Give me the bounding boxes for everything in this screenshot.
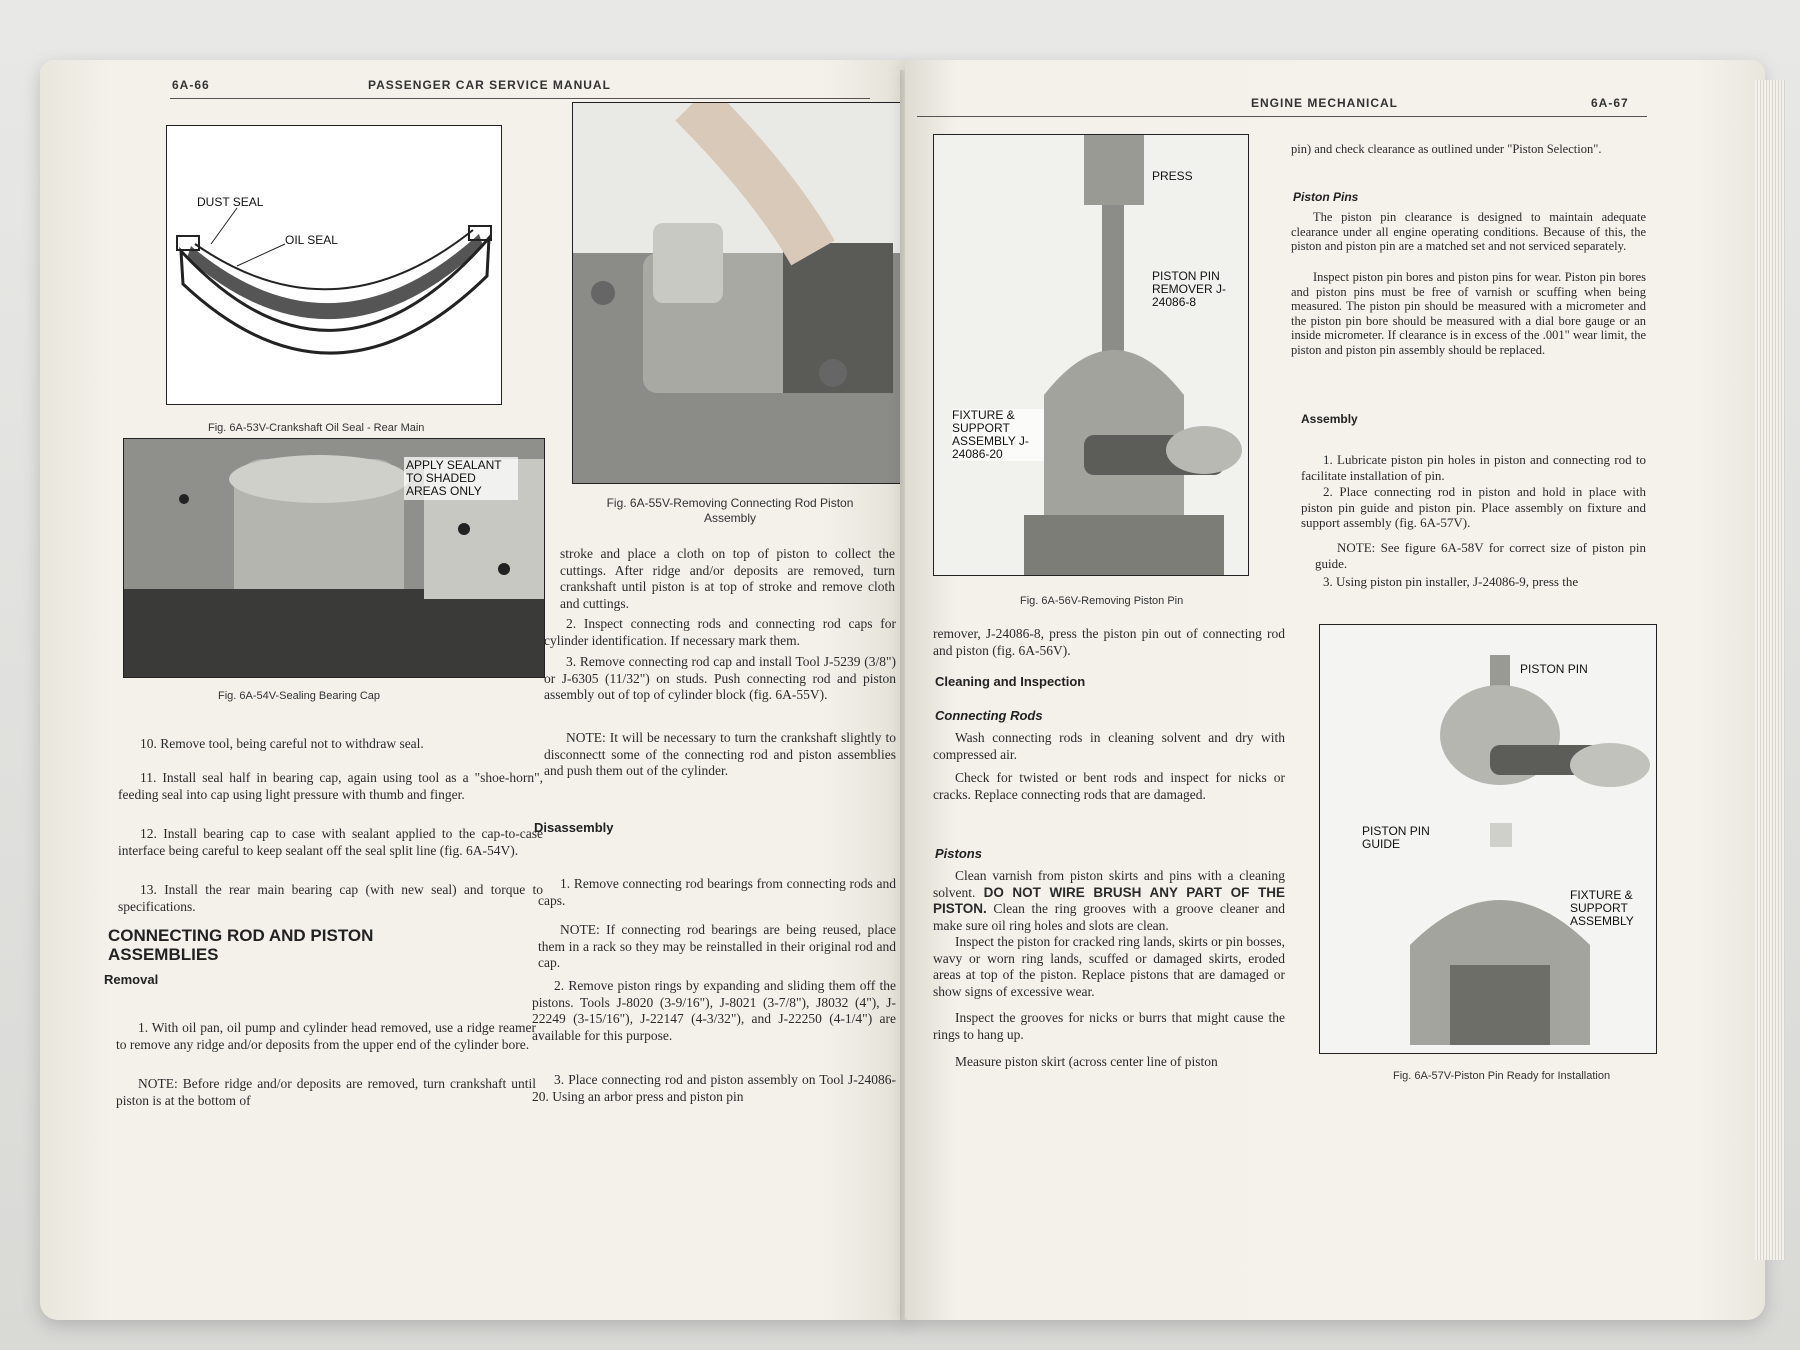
header-rule-right bbox=[917, 116, 1647, 117]
right-page-number: 6A-67 bbox=[1591, 96, 1629, 110]
step-12: 12. Install bearing cap to case with sealant applied to the cap-to-case interface being careful to keep sealant off the seal split line (fig. 6A-54V). bbox=[118, 826, 543, 858]
step-10: 10. Remove tool, being careful not to withdraw seal. bbox=[140, 736, 424, 751]
pistons-para-3: Inspect the grooves for nicks or burrs that might cause the rings to hang up. bbox=[933, 1010, 1285, 1042]
pistons-para-1c: Clean the ring grooves with a groove cleaner and make sure oil ring holes and slots are clean. bbox=[933, 901, 1286, 933]
disassembly-note: NOTE: If connecting rod bearings are being reused, place them in a rack so they may be reinstalled in their original rod and cap. bbox=[538, 922, 896, 970]
pistons-para-2: Inspect the piston for cracked ring lands, skirts or pin bosses, wavy or worn ring lands, scuffed or damaged skirts, eroded areas at top of the piston. Replace pistons that are damaged or show signs of excessive wear. bbox=[933, 934, 1285, 999]
disassembly-step-1: 1. Remove connecting rod bearings from connecting rods and caps. bbox=[538, 876, 896, 908]
book-page-edges bbox=[1755, 80, 1785, 1260]
disassembly-step-3: 3. Place connecting rod and piston assembly on Tool J-24086-20. Using an arbor press and piston pin bbox=[532, 1072, 896, 1104]
removal-note-2: NOTE: It will be necessary to turn the crankshaft slightly to disconnectt some of the connecting rod and piston assemblies and push them out of the cylinder. bbox=[544, 730, 896, 778]
removal-step-3: 3. Remove connecting rod cap and install Tool J-5239 (3/8") or J-6305 (11/32") on studs. Push connecting rod and piston assembly out of top of cylinder block (fig. 6A-55V). bbox=[544, 654, 896, 702]
assembly-step-3: 3. Using piston pin installer, J-24086-9, press the bbox=[1323, 574, 1579, 589]
figure-sealing-bearing-cap bbox=[123, 438, 545, 678]
pistons-para-1a: Clean varnish from piston skirts and pins with a cleaning solvent. bbox=[933, 868, 1285, 900]
caption-fig-53: Fig. 6A-53V-Crankshaft Oil Seal - Rear Main bbox=[208, 422, 425, 434]
left-page-number: 6A-66 bbox=[172, 78, 210, 92]
oil-seal-drawing bbox=[167, 126, 501, 404]
step-13: 13. Install the rear main bearing cap (with new seal) and torque to specifications. bbox=[118, 882, 543, 914]
pins-para-1: The piston pin clearance is designed to maintain adequate clearance under all engine operating conditions. Because of this, the piston and piston pin are a matched set and not serviced separately. bbox=[1291, 210, 1646, 253]
pistons-warning: DO NOT WIRE BRUSH ANY PART OF THE PISTON. bbox=[933, 884, 1285, 916]
removal-step-2: 2. Inspect connecting rods and connecting rod caps for cylinder identification. If necessary mark them. bbox=[544, 616, 896, 648]
subheading-disassembly: Disassembly bbox=[534, 820, 614, 835]
piston-pin-press-photo bbox=[934, 135, 1248, 575]
step-11: 11. Install seal half in bearing cap, again using tool as a "shoe-horn", feeding seal into cap using light pressure with thumb and finger. bbox=[118, 770, 543, 802]
left-running-head: PASSENGER CAR SERVICE MANUAL bbox=[368, 78, 611, 92]
subheading-assembly: Assembly bbox=[1301, 412, 1358, 426]
rods-para-2: Check for twisted or bent rods and inspect for nicks or cracks. Replace connecting rods that are damaged. bbox=[933, 770, 1285, 802]
connecting-rod-photo bbox=[573, 103, 905, 483]
pistons-para-4: Measure piston skirt (across center line of piston bbox=[955, 1054, 1218, 1069]
subheading-removal: Removal bbox=[104, 972, 159, 987]
label-piston-pin-guide: PISTON PIN GUIDE bbox=[1362, 824, 1430, 851]
right-running-head: ENGINE MECHANICAL bbox=[1251, 96, 1399, 110]
label-dust-seal: DUST SEAL bbox=[197, 195, 264, 209]
assembly-note: NOTE: See figure 6A-58V for correct size of piston pin guide. bbox=[1315, 540, 1646, 571]
caption-fig-54: Fig. 6A-54V-Sealing Bearing Cap bbox=[218, 690, 381, 702]
caption-fig-55-line1: Fig. 6A-55V-Removing Connecting Rod Piston bbox=[606, 496, 854, 510]
subheading-connecting-rods: Connecting Rods bbox=[935, 708, 1043, 723]
label-oil-seal: OIL SEAL bbox=[285, 233, 338, 247]
label-piston-pin: PISTON PIN bbox=[1520, 662, 1588, 676]
assembly-step-2: 2. Place connecting rod in piston and hold in place with piston pin guide and piston pin. Place assembly on fixture and support assembly (fig. 6A-57V). bbox=[1301, 484, 1646, 530]
caption-fig-56: Fig. 6A-56V-Removing Piston Pin bbox=[1020, 595, 1184, 607]
rods-para-1: Wash connecting rods in cleaning solvent and dry with compressed air. bbox=[933, 730, 1285, 762]
label-fixture-support: FIXTURE & SUPPORT ASSEMBLY J-24086-20 bbox=[952, 409, 1044, 461]
label-apply-sealant: APPLY SEALANT TO SHADED AREAS ONLY bbox=[404, 457, 518, 500]
disassembly-step-2: 2. Remove piston rings by expanding and sliding them off the pistons. Tools J-8020 (3-9/16"), J-8021 (3-7/8"), J8032 (4"), J-22249 (3-15/16"), J-22147 (4-3/32"), and J-22250 (4-1/4") are available for this purpose. bbox=[532, 978, 896, 1043]
left-page bbox=[40, 60, 910, 1320]
pins-para-2: Inspect piston pin bores and piston pins for wear. Piston pin bores and piston pins must be free of varnish or scuffing when being measured. The piston pin should be measured with a micrometer and the piston pin bore should be measured with a dial bore gauge or an inside micrometer. If clearance is in excess of the .001" wear limit, the piston and piston pin assembly should be replaced. bbox=[1291, 270, 1646, 357]
caption-fig-57: Fig. 6A-57V-Piston Pin Ready for Installation bbox=[1393, 1070, 1611, 1082]
header-rule bbox=[170, 98, 870, 99]
caption-fig-55-line2: Assembly bbox=[703, 511, 756, 525]
subheading-piston-pins: Piston Pins bbox=[1293, 190, 1359, 204]
figure-removing-piston-pin bbox=[933, 134, 1249, 576]
removal-note: NOTE: Before ridge and/or deposits are removed, turn crankshaft until piston is at the bottom of bbox=[116, 1076, 536, 1108]
assembly-step-1: 1. Lubricate piston pin holes in piston and connecting rod to facilitate installation of pin. bbox=[1301, 452, 1646, 483]
piston-selection-continued: pin) and check clearance as outlined under "Piston Selection". bbox=[1291, 142, 1602, 156]
label-piston-pin-remover: PISTON PIN REMOVER J-24086-8 bbox=[1152, 269, 1227, 309]
removal-continued: stroke and place a cloth on top of piston to collect the cuttings. After ridge and/or deposits are removed, turn crankshaft until piston is at top of stroke and remove cloth and cuttings. bbox=[560, 546, 895, 611]
removal-step-1: 1. With oil pan, oil pump and cylinder head removed, use a ridge reamer to remove any ridge and/or deposits from the upper end of the cylinder bore. bbox=[116, 1020, 536, 1052]
section-heading-connecting-rod: CONNECTING ROD AND PISTON ASSEMBLIES bbox=[108, 926, 374, 964]
subheading-cleaning-inspection: Cleaning and Inspection bbox=[935, 674, 1086, 689]
label-press: PRESS bbox=[1152, 169, 1193, 183]
figure-piston-pin-ready bbox=[1319, 624, 1657, 1054]
right-page bbox=[905, 60, 1765, 1320]
removal-continued-right: remover, J-24086-8, press the piston pin out of connecting rod and piston (fig. 6A-56V). bbox=[933, 626, 1285, 658]
figure-removing-connecting-rod bbox=[572, 102, 906, 484]
figure-crankshaft-oil-seal bbox=[166, 125, 502, 405]
subheading-pistons: Pistons bbox=[935, 846, 982, 861]
label-fixture-support-57: FIXTURE & SUPPORT ASSEMBLY bbox=[1570, 888, 1634, 928]
pistons-para-1 bbox=[933, 868, 1285, 934]
